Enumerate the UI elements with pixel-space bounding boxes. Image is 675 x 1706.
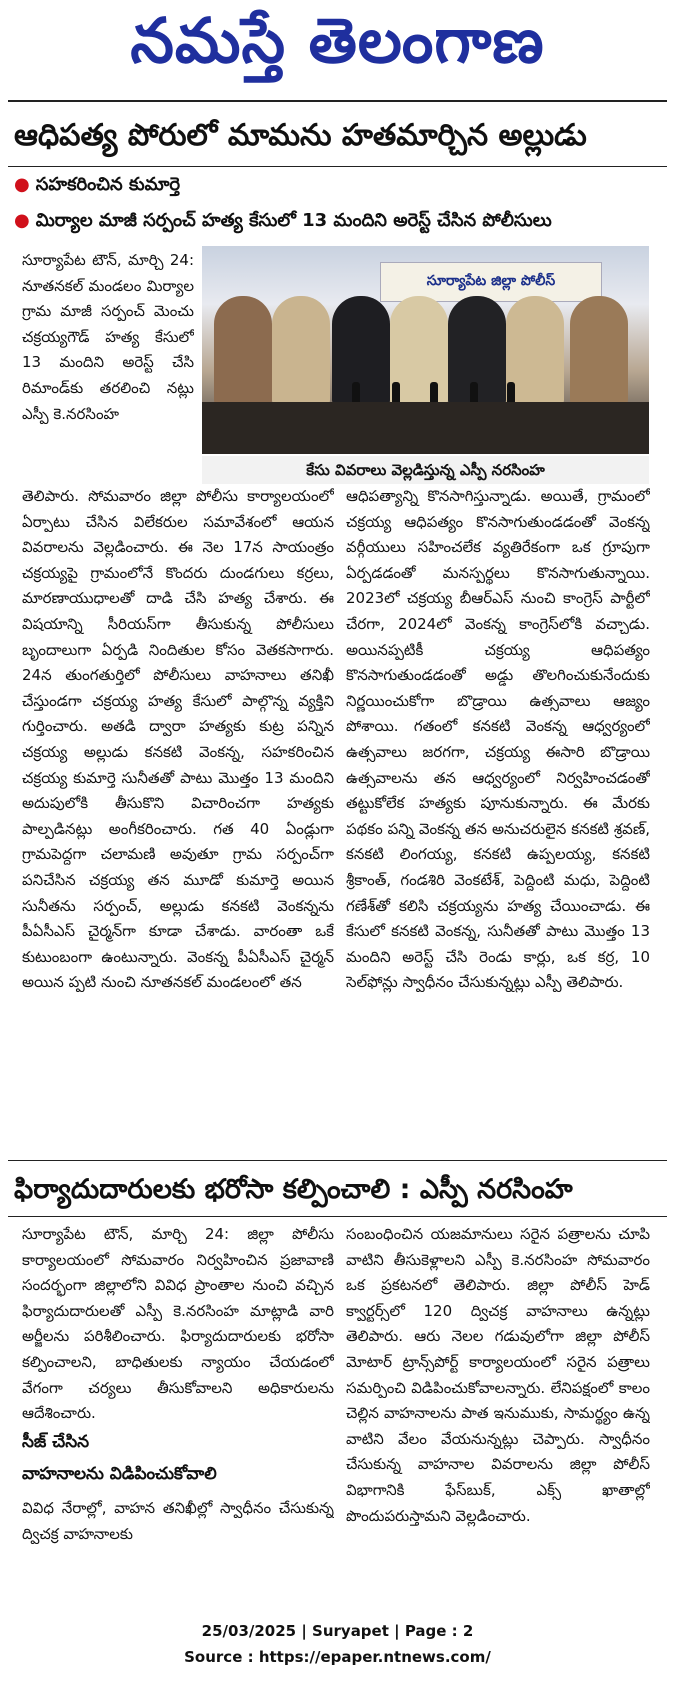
photo-banner: సూర్యాపేట జిల్లా పోలీస్	[380, 262, 602, 302]
photo-person	[570, 296, 628, 406]
masthead-divider	[8, 100, 667, 102]
newspaper-masthead	[0, 0, 675, 96]
bullet-icon: ●	[14, 174, 30, 195]
headline-divider	[8, 166, 667, 167]
article2-subhead: సీజ్ చేసిన	[22, 1432, 90, 1452]
article-headline: ఫిర్యాదుదారులకు భరోసా కల్పించాలి : ఎస్పీ నరసింహ	[14, 1174, 573, 1205]
footer-date-page: 25/03/2025 | Suryapet | Page : 2	[201, 1622, 474, 1640]
photo-person	[214, 296, 272, 406]
article2-subhead: వాహనాలను విడిపించుకోవాలి	[22, 1464, 217, 1484]
headline-divider	[8, 1216, 667, 1217]
article-lead-text: సూర్యాపేట టౌన్, మార్చి 24: నూతనకల్ మండలం మిర్యాల గ్రామ మాజీ సర్పంచ్ మెంచు చక్రయ్యగౌడ్ హత్య కేసులో 13 మందిని అరెస్ట్ చేసి రిమాండ్‌కు తరలించి నట్లు ఎస్పీ కె.నరసింహ	[22, 251, 194, 423]
bullet-icon: ●	[14, 210, 30, 231]
photo-caption: కేసు వివరాలు వెల్లడిస్తున్న ఎస్పీ నరసింహ	[202, 456, 649, 484]
article-column-1: తెలిపారు. సోమవారం జిల్లా పోలీసు కార్యాలయంలో ఏర్పాటు చేసిన విలేకరుల సమావేశంలో ఆయన వివరాలను వెల్లడించారు. ఈ నెల 17న సాయంత్రం చక్రయ్యపై గ్రామంలోనే కొందరు దుండగులు కర్రలు, మారణాయుధాలతో దాడి చేసి హత్య చేశారు. ఈ విషయాన్ని సీరియస్‌గా తీసుకున్న పోలీసులు బృందాలుగా ఏర్పడి నిందితుల కోసం వెతకసాగారు. 24న తుంగతుర్తిలో పోలీసులు వాహనాలు తనిఖీ చేస్తుండగా చక్రయ్య హత్య కేసులో పాల్గొన్న వ్యక్తిని గుర్తించారు. అతడి ద్వారా హత్యకు కుట్ర పన్నిన చక్రయ్య అల్లుడు కనకటి వెంకన్న, సహకరించిన చక్రయ్య కుమార్తె సునీతతో పాటు మొత్తం 13 మందిని అదుపులోకి తీసుకొని విచారించగా హత్యకు పాల్పడినట్లు అంగీకరించారు. గత 40 ఏండ్లుగా గ్రామపెద్దగా చలామణి అవుతూ గ్రామ సర్పంచ్‌గా పనిచేసిన చక్రయ్య తన మూడో కుమార్తె అయిన సునీతను సర్పంచ్, అల్లుడు కనకటి వెంకన్నను పీఏసీఎస్ చైర్మన్‌గా కూడా చేశాడు. వారంతా ఒకే కుటుంబంగా ఉంటున్నారు. వెంకన్న పీఏసీఎస్ చైర్మన్ అయిన ప్పటి నుంచి నూతనకల్ మండలంలో తన	[22, 487, 334, 992]
article2-column-1-continued: వివిధ నేరాల్లో, వాహన తనిఖీల్లో స్వాధీనం చేసుకున్న ద్విచక్ర వాహనాలకు	[22, 1499, 334, 1543]
article-column-2: ఆధిపత్యాన్ని కొనసాగిస్తున్నాడు. అయితే, గ్రామంలో చక్రయ్య ఆధిపత్యం కొనసాగుతుండడంతో వెంకన్న వర్గీయులు సహించలేక వ్యతిరేకంగా ఒక గ్రూపుగా ఏర్పడడంతో మనస్పర్థలు కొనసాగుతున్నాయి. 2023లో చక్రయ్య బీఆర్ఎస్ నుంచి కాంగ్రెస్ పార్టీలో చేరగా, 2024లో వెంకన్న కాంగ్రెస్‌లోకి వచ్చాడు. అయినప్పటికీ చక్రయ్య ఆధిపత్యం కొనసాగుతుండడంతో అడ్డు తొలగించుకునేందుకు నిర్ణయించుకోగా బొడ్రాయి ఉత్సవాలు ఆజ్యం పోశాయి. గతంలో కనకటి వెంకన్న ఆధ్వర్యంలో ఉత్సవాలు జరగగా, చక్రయ్య ఈసారి బొడ్రాయి ఉత్సవాలను తన ఆధ్వర్యంలో నిర్వహించడంతో తట్టుకోలేక హత్యకు పూనుకున్నారు. ఈ మేరకు పథకం పన్ని వెంకన్న తన అనుచరులైన కనకటి శ్రవణ్, కనకటి లింగయ్య, కనకటి ఉప్పలయ్య, కనకటి శ్రీకాంత్, గండశిరి వెంకటేశ్, పెద్దింటి మధు, పెద్దింటి గణేశ్‌తో కలిసి చక్రయ్యను హత్య చేయించాడు. ఈ కేసులో కనకటి వెంకన్న, సునీతతో పాటు మొత్తం 13 మందిని అరెస్ట్ చేసి రెండు కార్లు, ఒక కర్ర, 10 సెల్‌ఫోన్లు స్వాధీనం చేసుకున్నట్లు ఎస్పీ తెలిపారు.	[346, 487, 650, 992]
subheadline-bullet: ● మిర్యాల మాజీ సర్పంచ్ హత్య కేసులో 13 మందిని అరెస్ట్ చేసిన పోలీసులు	[14, 210, 552, 231]
section-divider	[8, 1160, 667, 1161]
article2-column-2: సంబంధించిన యజమానులు సరైన పత్రాలను చూపి వాటిని తీసుకెళ్లాలని ఎస్పీ కె.నరసింహ సోమవారం ఒక ప్రకటనలో తెలిపారు. జిల్లా పోలీస్ హెడ్ క్వార్టర్స్‌లో 120 ద్విచక్ర వాహనాలు ఉన్నట్లు తెలిపారు. ఆరు నెలల గడువులోగా జిల్లా పోలీస్ మోటార్ ట్రాన్స్‌పోర్ట్ కార్యాలయంలో సరైన పత్రాలు సమర్పించి విడిపించుకోవాలన్నారు. లేనిపక్షంలో కాలం చెల్లిన వాహనాలను పాత ఇనుముకు, సామర్థ్యం ఉన్న వాటిని వేలం వేయనున్నట్లు చెప్పారు. స్వాధీనం చేసుకున్న వాహనాల వివరాలను జిల్లా పోలీస్ విభాగానికి ఫేస్‌బుక్, ఎక్స్ ఖాతాల్లో పొందుపరుస్తామని వెల్లడించారు.	[346, 1225, 650, 1525]
article-headline: ఆధిపత్య పోరులో మామను హతమార్చిన అల్లుడు	[14, 118, 587, 153]
article2-column-1: సూర్యాపేట టౌన్, మార్చి 24: జిల్లా పోలీసు కార్యాలయంలో సోమవారం నిర్వహించిన ప్రజావాణి సందర్భంగా జిల్లాలోని వివిధ ప్రాంతాల నుంచి వచ్చిన ఫిర్యాదుదారులతో ఎస్పీ కె.నరసింహ మాట్లాడి వారి అర్జీలను పరిశీలించారు. ఫిర్యాదుదారులకు భరోసా కల్పించాలని, బాధితులకు న్యాయం చేయడంలో వేగంగా చర్యలు తీసుకోవాలని అధికారులను ఆదేశించారు.	[22, 1225, 334, 1423]
subheadline-bullet: ● సహకరించిన కుమార్తె	[14, 174, 181, 195]
photo-person	[272, 296, 330, 406]
masthead-title: నమస్తే తెలంగాణ	[130, 4, 545, 77]
press-meet-photo	[202, 246, 649, 454]
photo-person	[332, 296, 390, 406]
press-table	[202, 402, 649, 454]
footer-source: Source : https://epaper.ntnews.com/	[184, 1648, 491, 1666]
